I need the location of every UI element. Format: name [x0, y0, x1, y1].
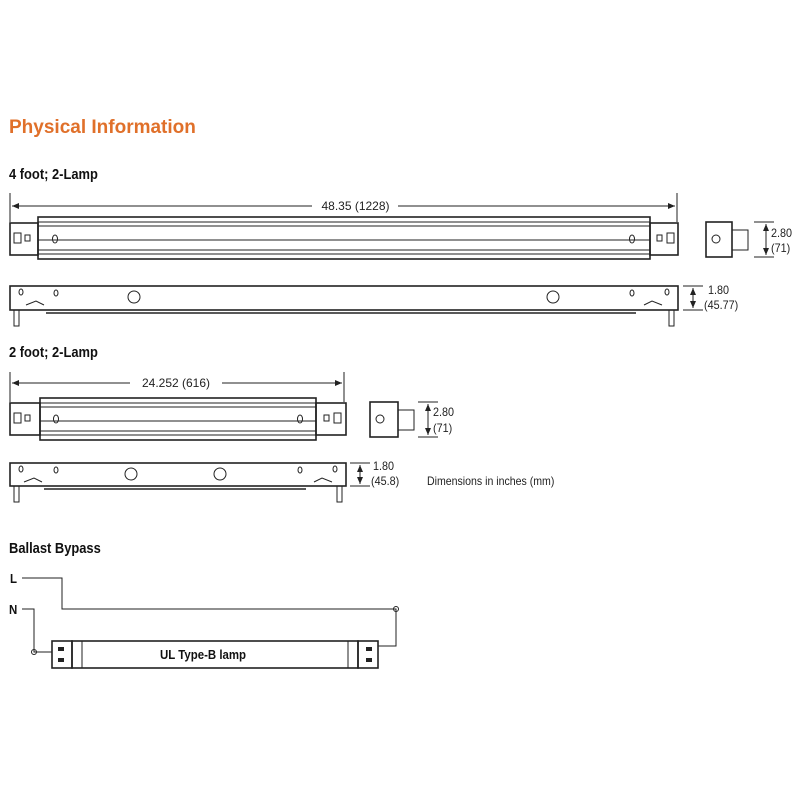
4ft-side-view — [10, 286, 703, 326]
bypass-wiring — [22, 578, 399, 655]
section-heading-4ft: 4 foot; 2-Lamp — [9, 166, 98, 183]
end-height-4ft: 2.80 — [771, 226, 793, 240]
end-height-2ft: 2.80 — [433, 405, 455, 419]
4ft-end-view — [706, 222, 774, 257]
side-height-2ft: 1.80 — [373, 459, 395, 473]
2ft-side-view — [10, 463, 370, 502]
length-label-4ft: 48.35 (1228) — [321, 199, 390, 213]
section-heading-bypass: Ballast Bypass — [9, 540, 101, 557]
side-height-4ft: 1.80 — [708, 283, 730, 297]
neutral-label: N — [9, 602, 18, 617]
section-heading-2ft: 2 foot; 2-Lamp — [9, 344, 98, 361]
end-height-mm-4ft: (71) — [771, 241, 791, 255]
end-height-mm-2ft: (71) — [433, 421, 453, 435]
2ft-end-view — [370, 402, 438, 437]
2ft-top-view — [10, 398, 346, 440]
page-title: Physical Information — [9, 117, 196, 138]
4ft-top-view — [10, 217, 678, 259]
side-height-mm-2ft: (45.8) — [371, 474, 400, 488]
units-note: Dimensions in inches (mm) — [427, 474, 555, 488]
lamp-label: UL Type-B lamp — [160, 647, 247, 662]
side-height-mm-4ft: (45.77) — [704, 298, 739, 312]
line-label: L — [10, 571, 17, 586]
length-label-2ft: 24.252 (616) — [141, 376, 211, 390]
